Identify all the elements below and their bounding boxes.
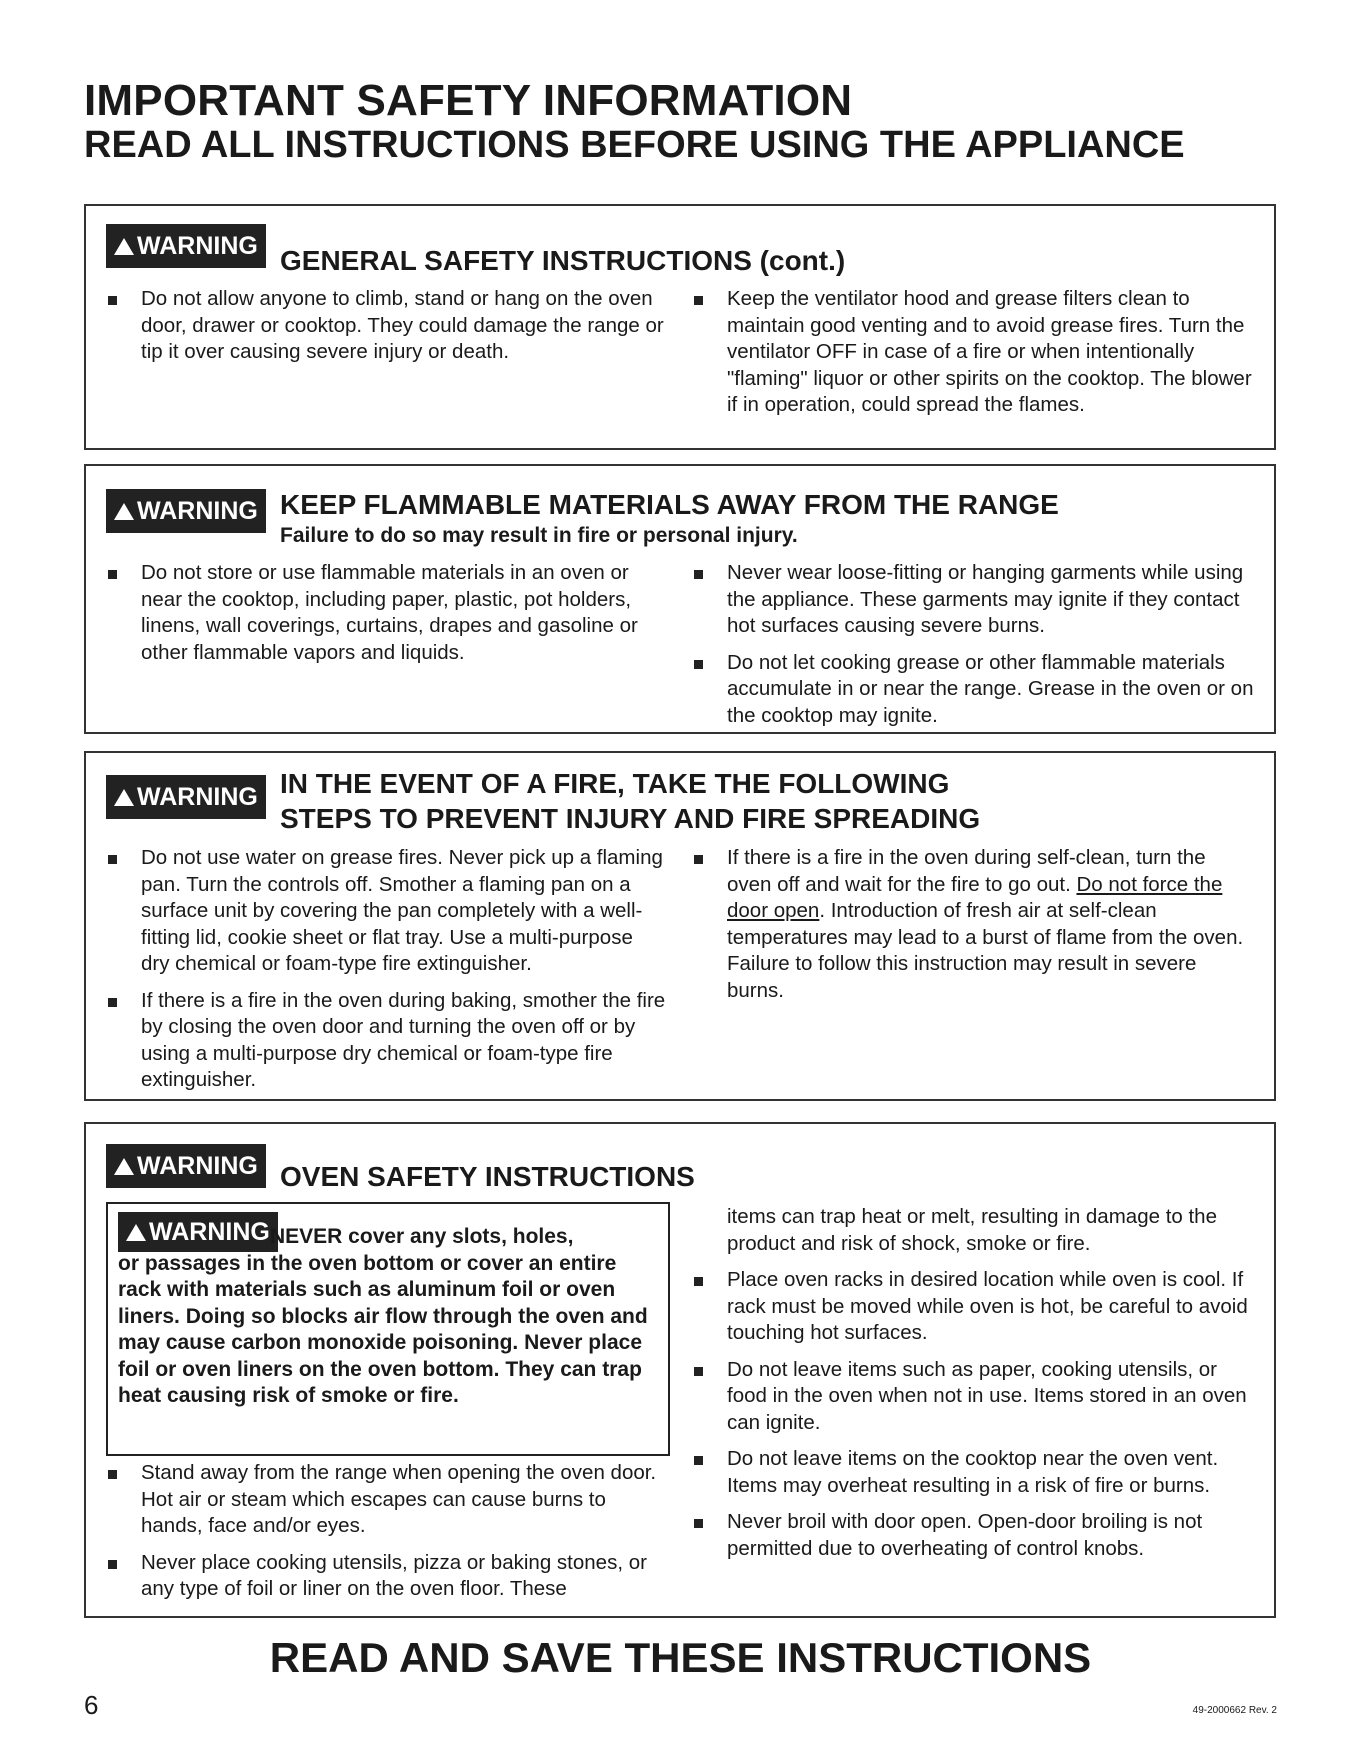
inner-warning-box bbox=[106, 1202, 670, 1456]
warning-badge: WARNING bbox=[118, 1212, 278, 1252]
list-item: Do not allow anyone to climb, stand or hang on the oven door, drawer or cooktop. They could damage the range or tip it over causing severe injury or death. bbox=[106, 286, 666, 366]
oven-safety-box bbox=[84, 1122, 1276, 1618]
right-column bbox=[692, 286, 1260, 429]
list-item: Stand away from the range when opening the oven door. Hot air or steam which escapes can cause burns to hands, face and/or eyes. bbox=[106, 1460, 666, 1540]
section-title-line2: STEPS TO PREVENT INJURY AND FIRE SPREADING bbox=[280, 803, 981, 834]
bullet-icon bbox=[694, 855, 703, 864]
bullet-icon bbox=[108, 570, 117, 579]
bullet-icon bbox=[694, 1456, 703, 1465]
list-item: Keep the ventilator hood and grease filters clean to maintain good venting and to avoid grease fires. Turn the ventilator OFF in case of a fire or when intentionally "flaming" liquor or other spirits on the cooktop. The blower if in operation, could spread the flames. bbox=[692, 286, 1260, 419]
left-column bbox=[106, 845, 666, 1104]
section-subtitle: Failure to do so may result in fire or personal injury. bbox=[280, 524, 798, 547]
right-column bbox=[692, 560, 1260, 739]
bullet-icon bbox=[694, 296, 703, 305]
bullet-icon bbox=[694, 1519, 703, 1528]
page-number: 6 bbox=[84, 1690, 99, 1720]
fire-steps-box bbox=[84, 751, 1276, 1101]
bullet-icon bbox=[108, 855, 117, 864]
list-item: Place oven racks in desired location while oven is cool. If rack must be moved while oven is hot, be careful to avoid touching hot surfaces. bbox=[692, 1267, 1262, 1347]
flammable-materials-box bbox=[84, 464, 1276, 734]
section-title: KEEP FLAMMABLE MATERIALS AWAY FROM THE RANGE bbox=[280, 489, 1059, 520]
bullet-icon bbox=[694, 1367, 703, 1376]
warning-triangle-icon bbox=[114, 503, 134, 520]
left-column bbox=[106, 560, 666, 676]
warning-triangle-icon bbox=[114, 1158, 134, 1175]
list-item: Do not leave items such as paper, cooking utensils, or food in the oven when not in use. Items stored in an oven can ignite. bbox=[692, 1357, 1262, 1437]
bullet-icon bbox=[108, 1470, 117, 1479]
list-item: Never wear loose-fitting or hanging garments while using the appliance. These garments may ignite if they contact hot surfaces causing severe burns. bbox=[692, 560, 1260, 640]
left-column bbox=[106, 1460, 666, 1613]
bullet-icon bbox=[108, 296, 117, 305]
bullet-icon bbox=[694, 570, 703, 579]
bullet-icon bbox=[694, 1277, 703, 1286]
warning-triangle-icon bbox=[114, 789, 134, 806]
list-item: Never broil with door open. Open-door broiling is not permitted due to overheating of control knobs. bbox=[692, 1509, 1262, 1562]
section-title: OVEN SAFETY INSTRUCTIONS bbox=[280, 1161, 695, 1192]
inner-warning-text: NEVER cover any slots, holes, or passages in the oven bottom or cover an entire rack with materials such as aluminum foil or oven liners. Doing so blocks air flow through the oven and may cause carbon monoxide poisoning. Never place foil or oven liners on the oven bottom. They can trap heat causing risk of smoke or fire. bbox=[118, 1225, 648, 1407]
right-column bbox=[692, 1204, 1262, 1572]
warning-badge: WARNING bbox=[106, 224, 266, 268]
list-item: If there is a fire in the oven during baking, smother the fire by closing the oven door and turning the oven off or by using a multi-purpose dry chemical or foam-type fire extinguisher. bbox=[106, 988, 666, 1094]
document-number: 49-2000662 Rev. 2 bbox=[1192, 1705, 1277, 1716]
section-title-line1: IN THE EVENT OF A FIRE, TAKE THE FOLLOWING bbox=[280, 768, 950, 799]
warning-badge: WARNING bbox=[106, 1144, 266, 1188]
page-subtitle: READ ALL INSTRUCTIONS BEFORE USING THE APPLIANCE bbox=[84, 124, 1185, 166]
warning-badge: WARNING bbox=[106, 775, 266, 819]
footer-title: READ AND SAVE THESE INSTRUCTIONS bbox=[269, 1634, 1092, 1681]
continued-text: items can trap heat or melt, resulting in damage to the product and risk of shock, smoke or fire. bbox=[727, 1205, 1217, 1255]
list-item: Do not let cooking grease or other flammable materials accumulate in or near the range. Grease in the oven or on the cooktop may ignite. bbox=[692, 650, 1260, 730]
bullet-icon bbox=[108, 998, 117, 1007]
general-safety-box bbox=[84, 204, 1276, 450]
warning-triangle-icon bbox=[114, 238, 134, 255]
left-column bbox=[106, 286, 666, 376]
list-item: Do not leave items on the cooktop near the oven vent. Items may overheat resulting in a risk of fire or burns. bbox=[692, 1446, 1262, 1499]
list-item: Never place cooking utensils, pizza or baking stones, or any type of foil or liner on the oven floor. These bbox=[106, 1550, 666, 1603]
warning-badge: WARNING bbox=[106, 489, 266, 533]
bullet-icon bbox=[108, 1560, 117, 1569]
list-item: If there is a fire in the oven during self-clean, turn the oven off and wait for the fire to go out. Do not force the door open. Introduction of fresh air at self-clean temperatures may lead to a burst of flame from the oven. Failure to follow this instruction may result in severe burns. bbox=[692, 845, 1252, 1004]
bullet-icon bbox=[694, 660, 703, 669]
list-item: Do not store or use flammable materials in an oven or near the cooktop, including paper, plastic, pot holders, linens, wall coverings, curtains, drapes and gasoline or other flammable vapors and liquids. bbox=[106, 560, 666, 666]
underlined-warning: Do not force the door open bbox=[727, 872, 1223, 922]
list-item: Do not use water on grease fires. Never pick up a flaming pan. Turn the controls off. Smother a flaming pan on a surface unit by covering the pan completely with a well-fitting lid, cookie sheet or flat tray. Use a multi-purpose dry chemical or foam-type fire extinguisher. bbox=[106, 845, 666, 978]
section-title: GENERAL SAFETY INSTRUCTIONS (cont.) bbox=[280, 245, 846, 276]
page-title: IMPORTANT SAFETY INFORMATION bbox=[84, 76, 853, 125]
right-column bbox=[692, 845, 1252, 1014]
